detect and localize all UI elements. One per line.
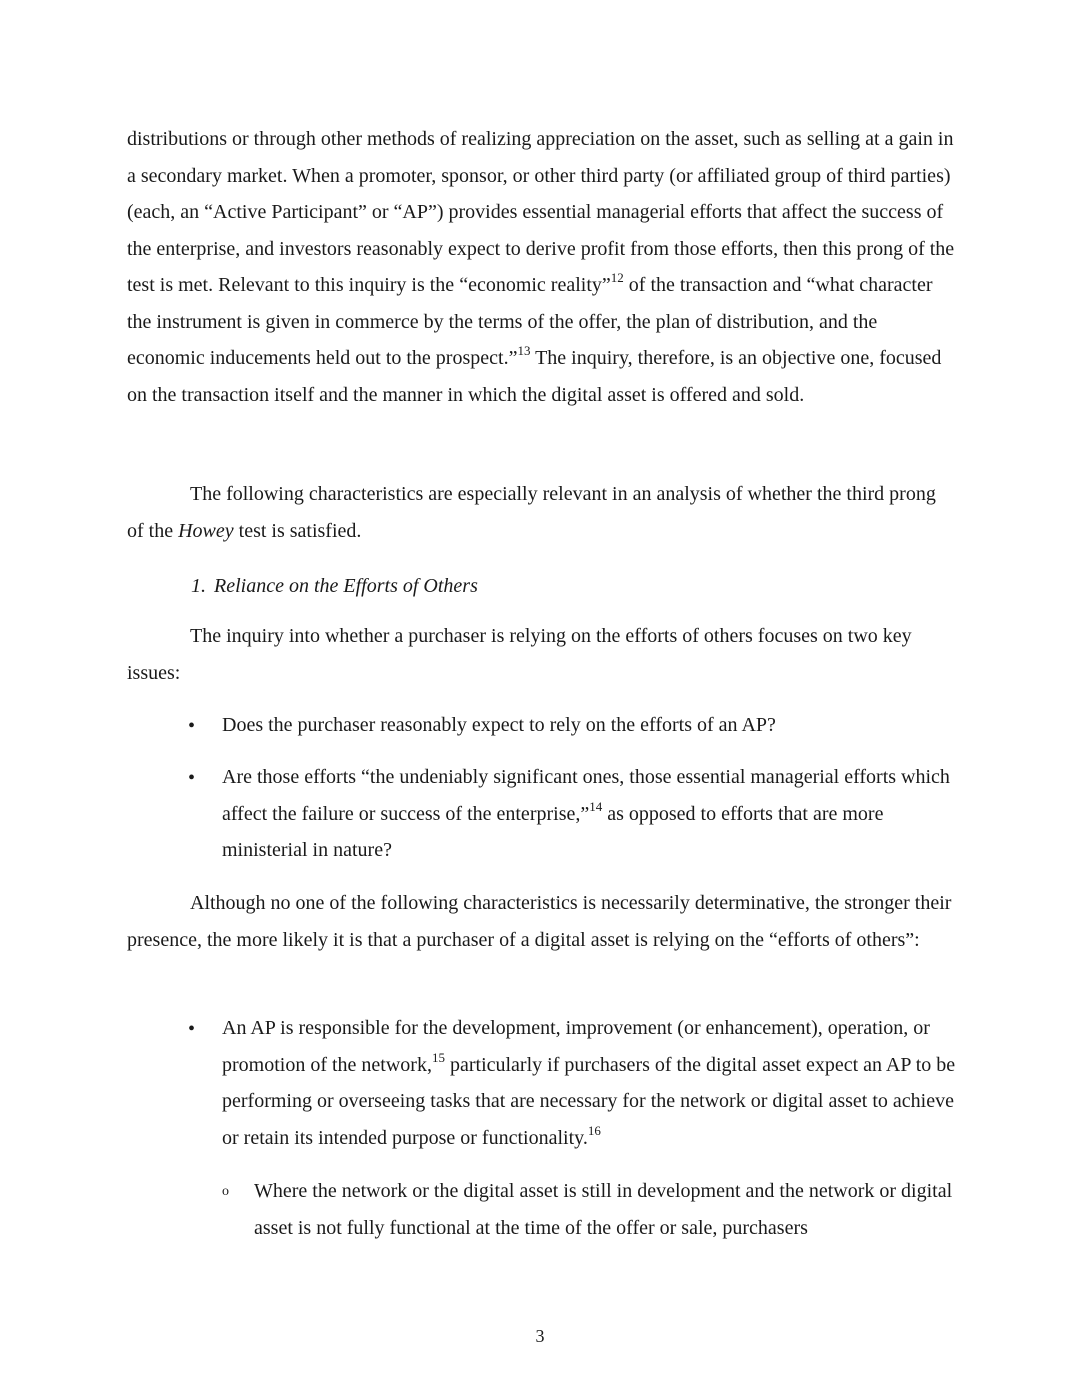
footnote-ref-13[interactable]: 13	[517, 343, 531, 358]
page-number: 3	[535, 1326, 545, 1346]
body-paragraph-3	[127, 618, 957, 691]
list-item	[222, 707, 957, 744]
footnote-ref-12[interactable]: 12	[610, 270, 624, 285]
footnote-ref-15[interactable]: 15	[431, 1049, 445, 1065]
section-heading	[191, 568, 478, 604]
section-title: Reliance on the Efforts of Others	[214, 575, 478, 597]
list-item-text: Does the purchaser reasonably expect to rely on the efforts of an AP?	[222, 714, 776, 736]
list-item-text: An AP is responsible for the development, improvement (or enhancement), operation, or promotion of the network,	[222, 1017, 930, 1076]
footnote-ref-14[interactable]: 14	[589, 798, 603, 814]
section-number: 1.	[191, 575, 206, 597]
case-name-italic: Howey	[178, 519, 234, 542]
body-paragraph-1	[127, 121, 957, 413]
list-item-text: as opposed to efforts that are more ministerial in nature?	[222, 802, 884, 861]
paragraph-text: The inquiry, therefore, is an objective one, focused on the transaction itself and the manner in which the digital asset is offered and sold.	[127, 347, 942, 406]
paragraph-text: of the transaction and “what character the instrument is given in commerce by the terms of the offer, the plan of distribution, and the economic inducements held out to the prospect.”	[127, 274, 933, 369]
sub-bullet-icon: o	[222, 1184, 229, 1199]
bullet-icon: •	[188, 715, 196, 737]
sub-list-item-text: Where the network or the digital asset is still in development and the network or digital asset is not fully functional at the time of the offer or sale, purchasers	[254, 1180, 953, 1239]
list-item	[222, 1010, 957, 1156]
paragraph-text: test is satisfied.	[233, 519, 362, 542]
paragraph-text: The following characteristics are especially relevant in an analysis of whether the third prong of the	[127, 483, 936, 542]
sub-list-item	[254, 1173, 954, 1246]
bullet-icon: •	[188, 1018, 196, 1040]
body-paragraph-2	[127, 476, 957, 549]
paragraph-text: distributions or through other methods of realizing appreciation on the asset, such as selling at a gain in a secondary market. When a promoter, sponsor, or other third party (or affiliated group of third parties) (each, an “Active Participant” or “AP”) provides essential managerial efforts that affect the success of the enterprise, and investors reasonably expect to derive profit from those efforts, then this prong of the test is met. Relevant to this inquiry is the “economic reality”	[127, 128, 955, 296]
list-item-text: Are those efforts “the undeniably significant ones, those essential managerial efforts which affect the failure or success of the enterprise,”	[222, 766, 950, 825]
footnote-ref-16[interactable]: 16	[587, 1122, 601, 1138]
paragraph-text: Although no one of the following characteristics is necessarily determinative, the stronger their presence, the more likely it is that a purchaser of a digital asset is relying on the “efforts of others”:	[127, 892, 952, 951]
body-paragraph-4	[127, 885, 957, 958]
paragraph-text: The inquiry into whether a purchaser is relying on the efforts of others focuses on two key issues:	[127, 625, 912, 684]
list-item-text: particularly if purchasers of the digital asset expect an AP to be performing or overseeing tasks that are necessary for the network or digital asset to achieve or retain its intended purpose or functionality.	[222, 1053, 956, 1149]
list-item	[222, 759, 957, 869]
bullet-icon: •	[188, 767, 196, 789]
